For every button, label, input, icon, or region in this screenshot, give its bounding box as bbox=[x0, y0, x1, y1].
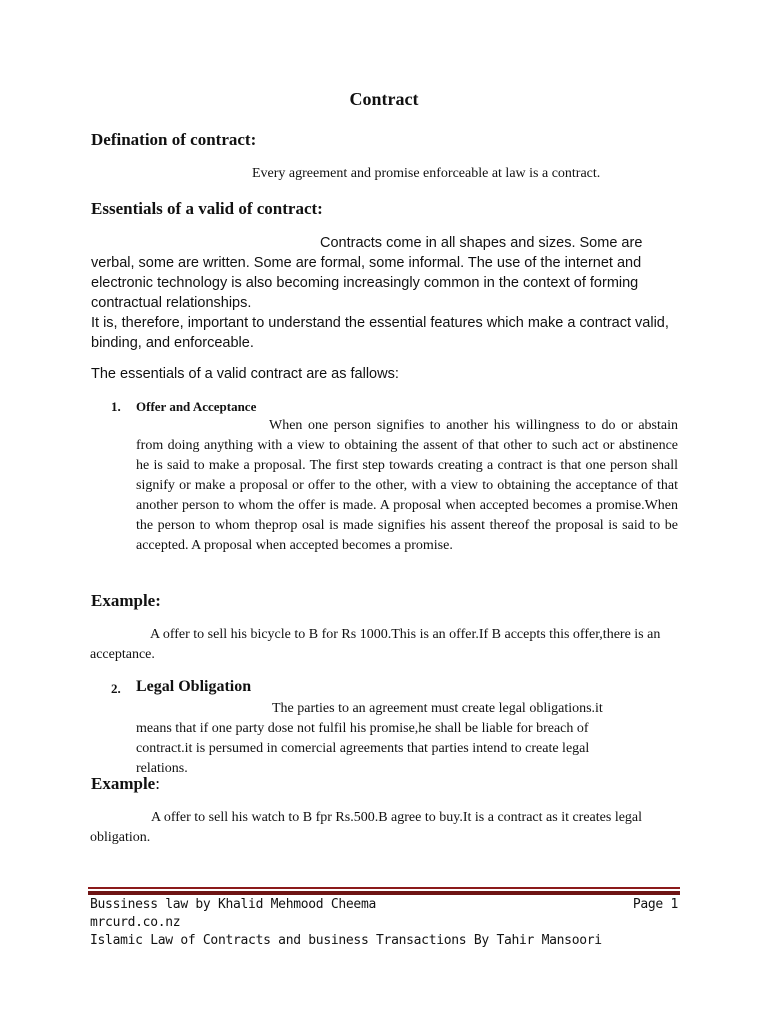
item2-heading: Legal Obligation bbox=[136, 678, 252, 695]
item1-heading: Offer and Acceptance bbox=[136, 399, 257, 414]
example2-text: A offer to sell his watch to B fpr Rs.500.B agree to buy.It is a contract as it creates legal obligation. bbox=[90, 810, 643, 845]
footer-line2: mrcurd.co.nz bbox=[90, 915, 181, 930]
item2-body: The parties to an agreement must create legal obligations.it means that if one party dose not fulfil his promise,he shall be liable for breach of contract.it is persumed in comercial agreements that parties intend to create legal relations. bbox=[136, 701, 603, 776]
essentials-para1-rest: verbal, some are written. Some are formal, some informal. The use of the internet and electronic technology is also becoming increasingly common in the context of forming contractual relationships. bbox=[91, 255, 642, 311]
example2-heading: Example bbox=[91, 774, 156, 793]
page-title: Contract bbox=[349, 89, 419, 109]
example1-text: A offer to sell his bicycle to B for Rs 1000.This is an offer.If B accepts this offer,there is an acceptance. bbox=[90, 627, 661, 662]
definition-heading: Defination of contract: bbox=[91, 130, 257, 149]
essentials-para1-line1: Contracts come in all shapes and sizes. Some are bbox=[320, 235, 643, 251]
footer-divider-top bbox=[88, 887, 680, 889]
footer-line1: Bussiness law by Khalid Mehmood Cheema bbox=[90, 897, 377, 912]
essentials-paragraph bbox=[91, 233, 671, 353]
item1-text bbox=[136, 416, 678, 556]
footer-page-number: Page 1 bbox=[632, 897, 678, 912]
example2-heading-wrap bbox=[91, 774, 160, 794]
item1-number: 1. bbox=[111, 399, 121, 414]
essentials-heading: Essentials of a valid of contract: bbox=[91, 199, 323, 218]
footer-divider-bottom bbox=[88, 891, 680, 895]
essentials-para2: It is, therefore, important to understand the essential features which make a contract valid, binding, and enforceable. bbox=[91, 315, 669, 351]
item2-number: 2. bbox=[111, 681, 121, 696]
item2-text bbox=[136, 699, 636, 779]
example2-colon: : bbox=[155, 774, 160, 793]
example1-heading: Example: bbox=[91, 591, 161, 610]
item1-body: When one person signifies to another his willingness to do or abstain from doing anything with a view to obtaining the assent of that other to such act or abstinence he is said to make a proposal. The first step towards creating a contract is that one person shall signify or make a proposal or offer to the other, with a view to obtaining the acceptance of that another person to whom the offer is made. A proposal when accepted becomes a promise.When the person to whom theprop osal is made signifies his assent thereof the proposal is said to be accepted. A proposal when accepted becomes a promise. bbox=[136, 418, 678, 553]
footer-line3: Islamic Law of Contracts and business Transactions By Tahir Mansoori bbox=[90, 933, 602, 948]
essentials-intro: The essentials of a valid contract are as fallows: bbox=[91, 366, 399, 382]
definition-text: Every agreement and promise enforceable at law is a contract. bbox=[252, 166, 601, 181]
